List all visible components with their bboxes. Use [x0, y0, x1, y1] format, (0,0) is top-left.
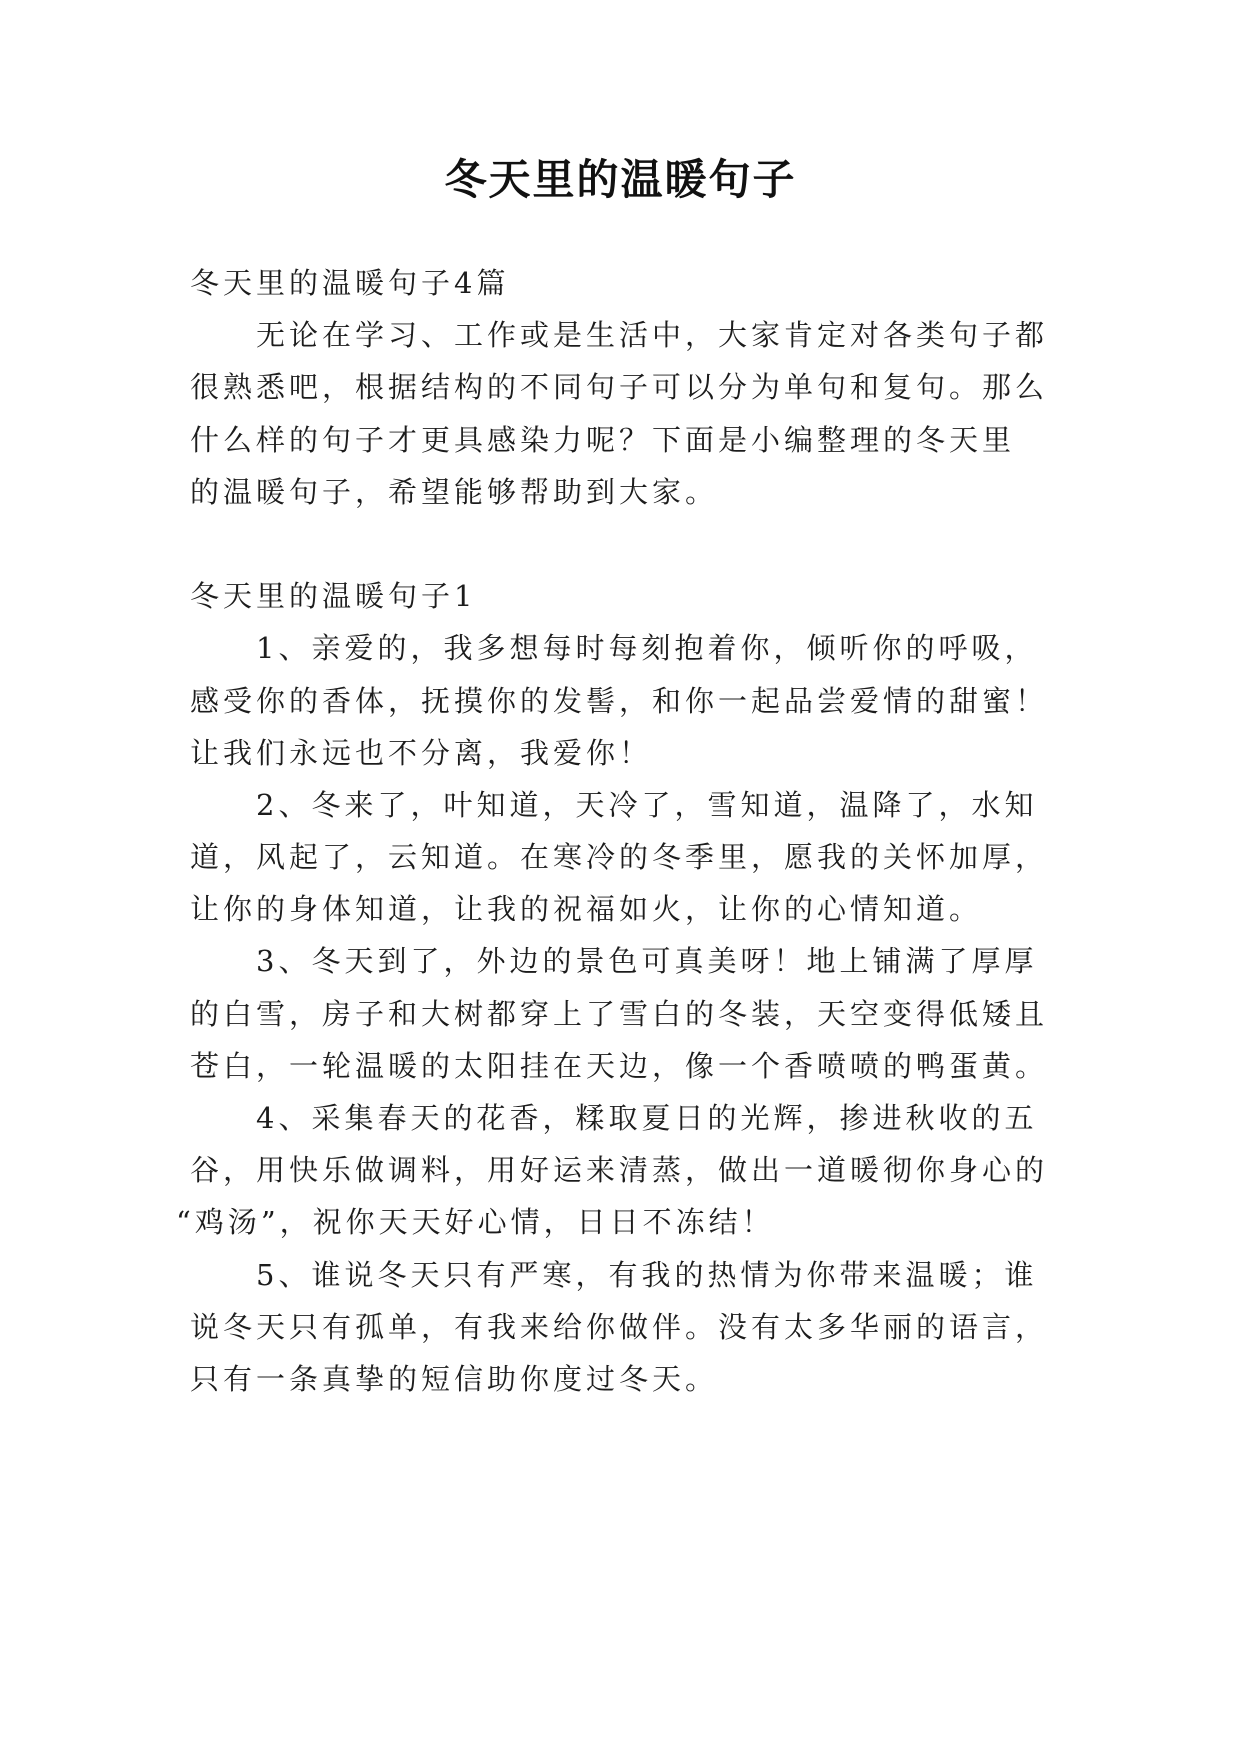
sentence-item-2 [190, 779, 1070, 936]
intro-paragraph [190, 309, 1070, 518]
paragraph-line: 的温暖句子，希望能够帮助到大家。 [190, 474, 719, 509]
subtitle-heading: 冬天里的温暖句子4篇 [190, 266, 510, 300]
sentence-item-3 [190, 935, 1070, 1092]
sentence-item-1 [190, 622, 1070, 779]
paragraph-line: 2、冬来了，叶知道，天冷了，雪知道，温降了，水知 [256, 787, 1038, 822]
paragraph-line: 什么样的句子才更具感染力呢？下面是小编整理的冬天里 [190, 422, 1016, 457]
paragraph-line: “鸡汤”，祝你天天好心情，日日不冻结！ [176, 1205, 775, 1240]
document-body [176, 257, 1070, 1405]
paragraph-line: 让你的身体知道，让我的祝福如火，让你的心情知道。 [190, 892, 983, 927]
paragraph-line: 4、采集春天的花香，糅取夏日的光辉，掺进秋收的五 [256, 1101, 1038, 1135]
paragraph-line: 说冬天只有孤单，有我来给你做伴。没有太多华丽的语言， [190, 1309, 1049, 1344]
paragraph-line: 很熟悉吧，根据结构的不同句子可以分为单句和复句。那么 [190, 370, 1049, 405]
sentence-item-4 [176, 1092, 1070, 1249]
paragraph-line: 1、亲爱的，我多想每时每刻抱着你，倾听你的呼吸， [256, 631, 1038, 666]
paragraph-line: 谷，用快乐做调料，用好运来清蒸，做出一道暖彻你身心的 [190, 1153, 1049, 1188]
section-heading: 冬天里的温暖句子1 [190, 579, 477, 614]
page-title: 冬天里的温暖句子 [444, 155, 797, 204]
paragraph-line: 3、冬天到了，外边的景色可真美呀！地上铺满了厚厚 [256, 944, 1038, 979]
paragraph-line: 5、谁说冬天只有严寒，有我的热情为你带来温暖；谁 [256, 1257, 1038, 1292]
paragraph-line: 只有一条真挚的短信助你度过冬天。 [190, 1361, 719, 1396]
paragraph-line: 让我们永远也不分离，我爱你！ [190, 735, 653, 770]
paragraph-line: 感受你的香体，抚摸你的发髻，和你一起品尝爱情的甜蜜！ [190, 683, 1049, 718]
paragraph-line: 的白雪，房子和大树都穿上了雪白的冬装，天空变得低矮且 [190, 996, 1049, 1031]
blank-line [190, 518, 1070, 570]
paragraph-line: 苍白，一轮温暖的太阳挂在天边，像一个香喷喷的鸭蛋黄。 [190, 1048, 1049, 1083]
paragraph-line: 道，风起了，云知道。在寒冷的冬季里，愿我的关怀加厚， [190, 840, 1049, 875]
paragraph-line: 无论在学习、工作或是生活中，大家肯定对各类句子都 [256, 318, 1049, 353]
sentence-item-5 [190, 1249, 1070, 1406]
